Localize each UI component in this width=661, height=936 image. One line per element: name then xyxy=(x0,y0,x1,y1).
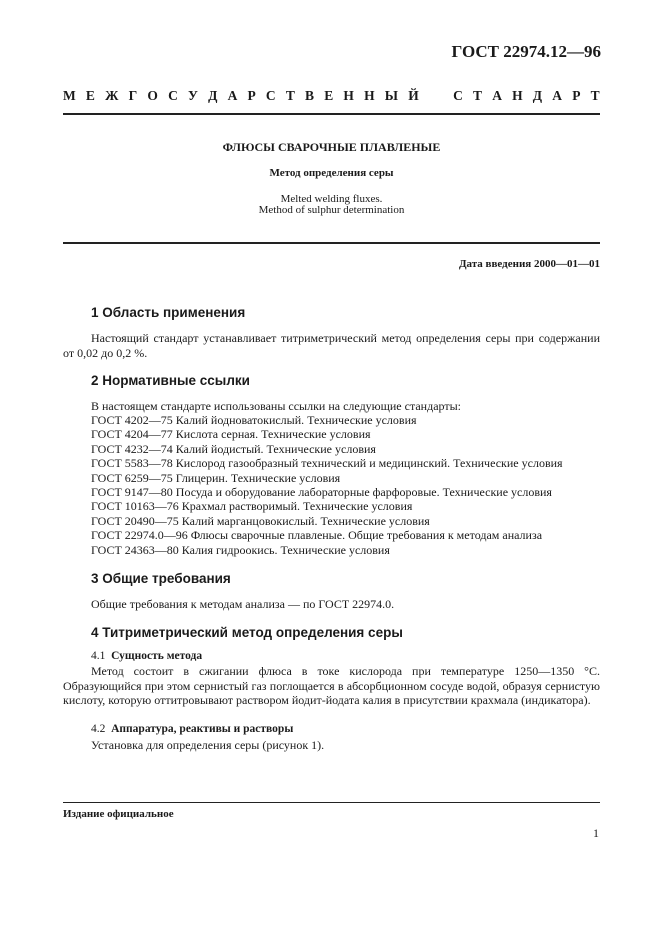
top-rule xyxy=(63,113,600,115)
document-title: ФЛЮСЫ СВАРОЧНЫЕ ПЛАВЛЕНЫЕ xyxy=(222,140,441,154)
english-title-line1: Melted welding fluxes. xyxy=(280,193,383,205)
banner-letter: Д xyxy=(208,88,218,103)
banner-letter: Ы xyxy=(384,88,399,103)
banner-letter: Н xyxy=(343,88,354,103)
banner-letter: Е xyxy=(85,88,95,103)
section3-text: Общие требования к методам анализа — по ГОСТ 22974.0. xyxy=(91,597,395,611)
reference-item: ГОСТ 10163—76 Крахмал растворимый. Технические условия xyxy=(91,499,413,514)
reference-item: ГОСТ 6259—75 Глицерин. Технические условия xyxy=(91,470,341,485)
banner-letter: Г xyxy=(128,88,138,103)
banner-letter: С xyxy=(453,88,463,103)
banner-letter: А xyxy=(492,88,502,103)
section1-heading: 1 Область применения xyxy=(91,305,246,320)
banner-letter: Т xyxy=(590,88,600,103)
footer-rule xyxy=(63,802,600,803)
page-number: 1 xyxy=(593,826,599,840)
banner-letter: Т xyxy=(473,88,483,103)
reference-item: ГОСТ 20490—75 Калий марганцовокислый. Технические условия xyxy=(91,513,430,528)
banner-letter: А xyxy=(552,88,563,103)
official-edition-label: Издание официальное xyxy=(63,808,174,820)
subsection-4-2-heading: 4.2 Аппаратура, реактивы и растворы xyxy=(91,723,294,735)
banner-letter: М xyxy=(63,88,76,103)
banner-letter: Р xyxy=(572,88,581,103)
section3-heading: 3 Общие требования xyxy=(91,571,231,586)
banner-letter: А xyxy=(227,88,238,103)
interstate-standard-banner xyxy=(63,88,600,104)
reference-item: ГОСТ 9147—80 Посуда и оборудование лабораторные фарфоровые. Технические условия xyxy=(91,485,552,499)
banner-gap xyxy=(429,88,443,104)
reference-item: ГОСТ 5583—78 Кислород газообразный технический и медицинский. Технические условия xyxy=(91,456,563,471)
subsection-4-2-text: Установка для определения серы (рисунок 1). xyxy=(91,738,325,752)
banner-letter: Р xyxy=(247,88,256,103)
banner-letter: С xyxy=(168,88,178,103)
banner-letter: Ж xyxy=(105,88,119,103)
banner-letter: Д xyxy=(532,88,543,103)
reference-item: ГОСТ 4202—75 Калий йодноватокислый. Технические условия xyxy=(91,413,417,427)
document-subtitle: Метод определения серы xyxy=(269,167,394,179)
reference-item: ГОСТ 22974.0—96 Флюсы сварочные плавленые. Общие требования к методам анализа xyxy=(91,528,543,543)
subsection-4-1-heading: 4.1 Сущность метода xyxy=(91,650,203,662)
reference-item: ГОСТ 4204—77 Кислота серная. Технические условия xyxy=(91,427,371,442)
banner-letter: С xyxy=(265,88,276,103)
section2-heading: 2 Нормативные ссылки xyxy=(91,373,250,388)
subsection-4-1-text: Метод состоит в сжигании флюса в токе кислорода при температуре 1250—1350 °С. Образующийся при этом сернистый газ поглощается в абсорбционном сосуде водой, образуя сернистую кислоту, которую оттитровывают раствором йодит-йодата калия в присутствии крахмала (индикатора). xyxy=(63,664,600,707)
title-rule xyxy=(63,242,600,244)
section1-text: Настоящий стандарт устанавливает титриметрический метод определения серы при содержании от 0,02 до 0,2 %. xyxy=(63,331,600,360)
banner-letter: В xyxy=(305,88,315,103)
section2-intro: В настоящем стандарте использованы ссылки на следующие стандарты: xyxy=(91,399,462,413)
banner-letter: О xyxy=(147,88,158,103)
english-title xyxy=(63,194,600,216)
section4-heading: 4 Титриметрический метод определения серы xyxy=(91,625,403,640)
banner-letter: Н xyxy=(512,88,523,103)
introduction-date: Дата введения 2000—01—01 xyxy=(458,258,600,270)
english-title-line2: Method of sulphur determination xyxy=(258,204,405,216)
banner-letter: У xyxy=(188,88,198,103)
banner-letter: Т xyxy=(285,88,295,103)
banner-letter: Н xyxy=(364,88,375,103)
banner-letter: Й xyxy=(408,88,419,103)
banner-letter: Е xyxy=(324,88,334,103)
reference-item: ГОСТ 4232—74 Калий йодистый. Технические условия xyxy=(91,441,376,456)
reference-item: ГОСТ 24363—80 Калия гидроокись. Технические условия xyxy=(91,542,390,557)
document-number: ГОСТ 22974.12—96 xyxy=(451,42,601,61)
